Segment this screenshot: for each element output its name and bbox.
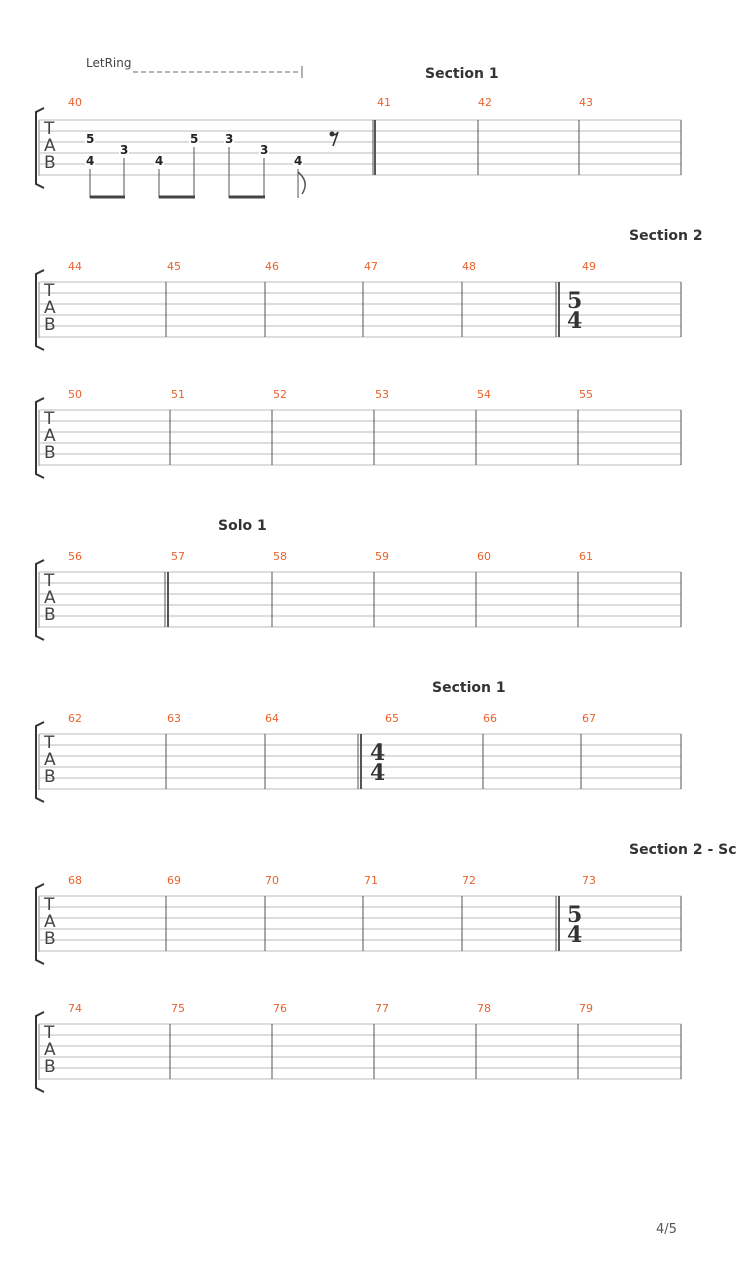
tab-clef-a: A bbox=[44, 136, 56, 156]
tab-system-1 bbox=[0, 66, 720, 206]
measure-number: 55 bbox=[579, 388, 593, 401]
tab-clef-a: A bbox=[44, 588, 56, 608]
tab-clef-b: B bbox=[44, 767, 56, 787]
measure-number: 43 bbox=[579, 96, 593, 109]
measure-number: 69 bbox=[167, 874, 181, 887]
measure-number: 54 bbox=[477, 388, 491, 401]
tab-clef-a: A bbox=[44, 750, 56, 770]
tab-clef-t: T bbox=[44, 119, 55, 139]
tab-clef-t: T bbox=[44, 895, 55, 915]
measure-number: 72 bbox=[462, 874, 476, 887]
tab-note: 5 bbox=[86, 132, 95, 146]
time-signature-top: 4 bbox=[370, 740, 386, 766]
tab-note: 5 bbox=[190, 132, 199, 146]
measure-number: 60 bbox=[477, 550, 491, 563]
tab-system-2 bbox=[0, 228, 720, 358]
page-number: 4/5 bbox=[656, 1222, 677, 1237]
measure-number: 62 bbox=[68, 712, 82, 725]
staff-lines bbox=[0, 258, 720, 358]
time-signature-bottom: 4 bbox=[567, 922, 583, 948]
tab-note: 3 bbox=[260, 143, 269, 157]
section-label: Section 1 bbox=[425, 66, 499, 82]
measure-number: 78 bbox=[477, 1002, 491, 1015]
tab-note: 4 bbox=[86, 154, 95, 168]
tab-clef-a: A bbox=[44, 426, 56, 446]
tab-clef-b: B bbox=[44, 605, 56, 625]
let-ring-label: LetRing bbox=[86, 56, 132, 70]
tab-clef-t: T bbox=[44, 733, 55, 753]
tab-system-3 bbox=[0, 386, 720, 486]
measure-number: 64 bbox=[265, 712, 279, 725]
measure-number: 50 bbox=[68, 388, 82, 401]
measure-number: 41 bbox=[377, 96, 391, 109]
section-label: Section 2 bbox=[629, 228, 703, 244]
time-signature-top: 5 bbox=[567, 902, 583, 928]
measure-number: 68 bbox=[68, 874, 82, 887]
staff-lines bbox=[0, 872, 720, 972]
tab-clef-t: T bbox=[44, 281, 55, 301]
staff-lines bbox=[0, 710, 720, 810]
tab-clef-a: A bbox=[44, 298, 56, 318]
tab-clef-b: B bbox=[44, 1057, 56, 1077]
measure-number: 65 bbox=[385, 712, 399, 725]
measure-number: 67 bbox=[582, 712, 596, 725]
measure-number: 58 bbox=[273, 550, 287, 563]
measure-number: 79 bbox=[579, 1002, 593, 1015]
measure-number: 59 bbox=[375, 550, 389, 563]
tab-clef-a: A bbox=[44, 1040, 56, 1060]
measure-number: 66 bbox=[483, 712, 497, 725]
measure-number: 70 bbox=[265, 874, 279, 887]
measure-number: 51 bbox=[171, 388, 185, 401]
measure-number: 40 bbox=[68, 96, 82, 109]
let-ring-extension bbox=[0, 0, 720, 90]
measure-number: 71 bbox=[364, 874, 378, 887]
measure-number: 48 bbox=[462, 260, 476, 273]
section-label: Solo 1 bbox=[218, 518, 267, 534]
measure-number: 74 bbox=[68, 1002, 82, 1015]
tab-note: 3 bbox=[225, 132, 234, 146]
staff-lines bbox=[0, 1000, 720, 1100]
measure-number: 75 bbox=[171, 1002, 185, 1015]
tab-system-5 bbox=[0, 680, 720, 810]
measure-number: 76 bbox=[273, 1002, 287, 1015]
time-signature-bottom: 4 bbox=[370, 760, 386, 786]
tab-clef-a: A bbox=[44, 912, 56, 932]
tab-system-6 bbox=[0, 842, 737, 972]
measure-number: 77 bbox=[375, 1002, 389, 1015]
measure-number: 49 bbox=[582, 260, 596, 273]
tab-system-7 bbox=[0, 1000, 720, 1100]
staff-lines bbox=[0, 548, 720, 648]
section-label: Section 2 - Sc bbox=[629, 842, 737, 858]
staff-lines bbox=[0, 96, 720, 206]
tab-clef-b: B bbox=[44, 153, 56, 173]
measure-number: 44 bbox=[68, 260, 82, 273]
measure-number: 57 bbox=[171, 550, 185, 563]
measure-number: 42 bbox=[478, 96, 492, 109]
measure-number: 46 bbox=[265, 260, 279, 273]
tab-system-4 bbox=[0, 518, 720, 648]
measure-number: 47 bbox=[364, 260, 378, 273]
measure-number: 45 bbox=[167, 260, 181, 273]
time-signature-bottom: 4 bbox=[567, 308, 583, 334]
measure-number: 73 bbox=[582, 874, 596, 887]
tab-clef-t: T bbox=[44, 571, 55, 591]
tab-clef-t: T bbox=[44, 1023, 55, 1043]
staff-lines bbox=[0, 386, 720, 486]
tab-note: 3 bbox=[120, 143, 129, 157]
measure-number: 63 bbox=[167, 712, 181, 725]
measure-number: 61 bbox=[579, 550, 593, 563]
tab-clef-b: B bbox=[44, 443, 56, 463]
measure-number: 53 bbox=[375, 388, 389, 401]
tab-note: 4 bbox=[155, 154, 164, 168]
measure-number: 56 bbox=[68, 550, 82, 563]
tab-note: 4 bbox=[294, 154, 303, 168]
measure-number: 52 bbox=[273, 388, 287, 401]
time-signature-top: 5 bbox=[567, 288, 583, 314]
tab-clef-b: B bbox=[44, 929, 56, 949]
section-label: Section 1 bbox=[432, 680, 506, 696]
tab-clef-b: B bbox=[44, 315, 56, 335]
tab-clef-t: T bbox=[44, 409, 55, 429]
